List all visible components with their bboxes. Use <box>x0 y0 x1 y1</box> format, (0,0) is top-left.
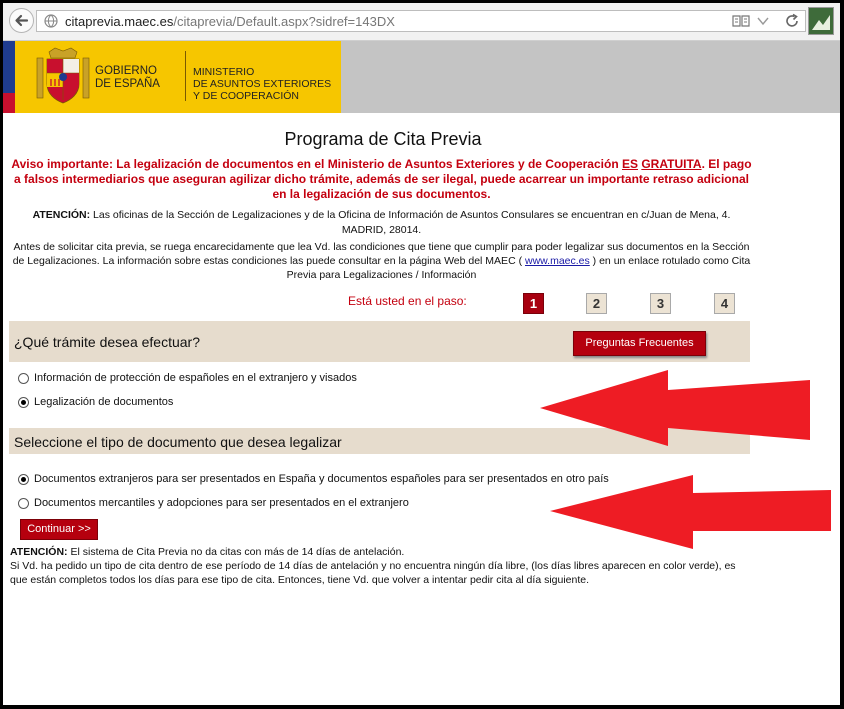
main-content <box>3 113 840 705</box>
maec-link[interactable]: www.maec.es <box>524 255 590 267</box>
office-notice-label: ATENCIÓN: <box>32 209 91 221</box>
gov-line2: DE ESPAÑA <box>95 78 160 90</box>
option-proteccion-label: Información de protección de españoles en el extranjero y visados <box>34 372 357 384</box>
globe-icon <box>44 14 58 28</box>
conditions-text-2: ) en un enlace rotulado como Cita Previa para Legalizaciones / Información <box>286 255 751 281</box>
url-domain: citaprevia.maec.es <box>65 14 174 29</box>
coat-of-arms-icon <box>33 46 93 108</box>
option-legalizacion-label: Legalización de documentos <box>34 396 174 408</box>
procedure-section-title: ¿Qué trámite desea efectuar? <box>14 334 200 350</box>
document-type-section-title: Seleccione el tipo de documento que desea legalizar <box>14 434 342 450</box>
ministry-line3: Y DE COOPERACIÓN <box>193 90 299 102</box>
warning-text-2: . El pago a falsos intermediarios que aseguran agilizar dicho trámite, además de ser ilegal, puede acarrear un importante retraso adicional en la legalización de sus documentos. <box>14 157 752 201</box>
continue-button[interactable]: Continuar >> <box>20 519 98 540</box>
gov-name <box>95 65 160 91</box>
step-3: 3 <box>650 293 671 314</box>
conditions-text-1: Antes de solicitar cita previa, se ruega encarecidamente que lea Vd. las condiciones que tiene que cumplir para poder legalizar sus documentos en la Sección de Legalizaciones. La información sobre estas condiciones las puede consultar en la página Web del MAEC ( <box>12 241 750 267</box>
important-warning <box>9 157 754 202</box>
eu-flag-stripe <box>3 41 15 113</box>
radio-mercantiles[interactable] <box>18 498 29 509</box>
radio-extranjeros[interactable] <box>18 474 29 485</box>
option-legalizacion[interactable] <box>18 396 173 408</box>
radio-legalizacion[interactable] <box>18 397 29 408</box>
option-mercantiles[interactable] <box>18 497 409 509</box>
extension-logo-icon <box>809 8 833 34</box>
back-arrow-icon <box>10 9 33 32</box>
url-text <box>65 14 395 29</box>
option-mercantiles-label: Documentos mercantiles y adopciones para ser presentados en el extranjero <box>34 497 409 509</box>
header-banner <box>3 41 840 113</box>
browser-window <box>3 3 840 705</box>
address-bar[interactable] <box>36 10 806 32</box>
ministry-line1: MINISTERIO <box>193 66 255 78</box>
annotation-arrow-1-icon <box>538 368 813 448</box>
browser-toolbar <box>3 3 840 41</box>
radio-proteccion[interactable] <box>18 373 29 384</box>
step-4: 4 <box>714 293 735 314</box>
extension-icon[interactable] <box>808 7 834 35</box>
annotation-arrow-2-icon <box>548 473 833 551</box>
footer-label: ATENCIÓN: <box>10 546 68 558</box>
footer-notice <box>10 545 750 587</box>
reload-icon[interactable] <box>784 13 800 29</box>
faq-button[interactable]: Preguntas Frecuentes <box>573 331 706 356</box>
ministry-line2: DE ASUNTOS EXTERIORES <box>193 78 332 90</box>
option-extranjeros[interactable] <box>18 473 609 485</box>
office-notice <box>9 208 754 238</box>
url-path: /citaprevia/Default.aspx?sidref=143DX <box>173 14 395 29</box>
ministry-name <box>193 66 331 102</box>
warning-es: ES <box>621 157 638 171</box>
footer-text-2: Si Vd. ha pedido un tipo de cita dentro de ese período de 14 días de antelación y no encuentra ningún día libre, (los días libres aparecen en color verde), es que están completos todos los días para ese tipo de cita. Entonces, tiene Vd. que volver a intentar pedir cita al día siguiente. <box>10 560 736 586</box>
step-indicator-label: Está usted en el paso: <box>348 294 467 308</box>
footer-text-1: El sistema de Cita Previa no da citas con más de 14 días de antelación. <box>67 546 405 558</box>
option-proteccion[interactable] <box>18 372 357 384</box>
step-1: 1 <box>523 293 544 314</box>
warning-text-1: Aviso importante: La legalización de documentos en el Ministerio de Asuntos Exteriores y de Cooperación <box>11 157 622 171</box>
step-2: 2 <box>586 293 607 314</box>
conditions-notice <box>9 240 754 282</box>
office-notice-text: Las oficinas de la Sección de Legalizaciones y de la Oficina de Información de Asuntos Consulares se encuentran en c/Juan de Mena, 4. MADRID, 28014. <box>90 209 731 236</box>
logo-divider <box>185 51 186 101</box>
warning-gratuita: GRATUITA <box>641 157 702 171</box>
back-button[interactable] <box>9 8 34 33</box>
dropdown-icon[interactable] <box>757 17 769 27</box>
page-title: Programa de Cita Previa <box>284 129 482 149</box>
logo-block <box>15 41 341 113</box>
gov-line1: GOBIERNO <box>95 65 157 77</box>
reader-view-icon[interactable] <box>732 14 750 28</box>
option-extranjeros-label: Documentos extranjeros para ser presentados en España y documentos españoles para ser presentados en otro país <box>34 473 609 485</box>
